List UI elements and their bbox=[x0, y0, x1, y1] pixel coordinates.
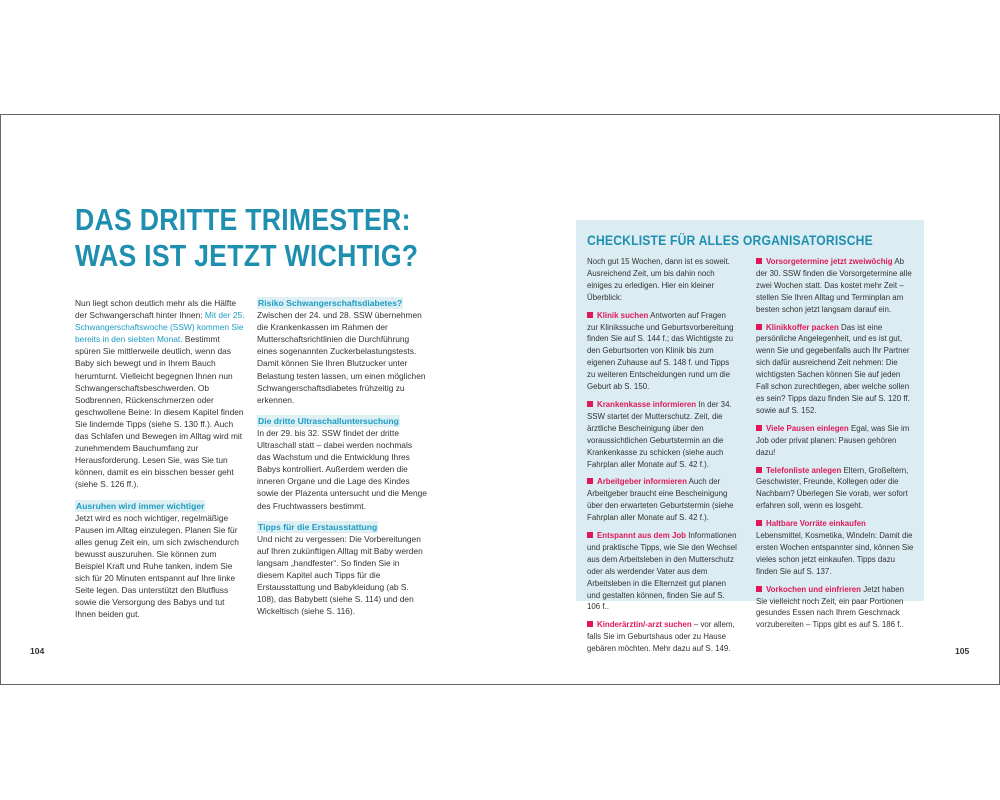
checklist-item bbox=[756, 256, 914, 316]
intro-text: Nun liegt schon deutlich mehr als die Hälfte der Schwangerschaft hinter Ihnen: bbox=[75, 298, 237, 321]
checklist-item bbox=[756, 584, 914, 632]
paragraph-diabetes: Zwischen der 24. und 28. SSW übernehmen die Krankenkassen im Rahmen der Mutterschaftsrichtlinien die Durchführung eines sogenannten Zuckerbelastungstests. Damit können Sie Ihren Blutzucker unter Belastung testen lassen, um einen möglichen Schwangerschaftsdiabetes frühzeitig zu erkennen. bbox=[257, 310, 426, 405]
checklist-item bbox=[587, 399, 739, 470]
checklist-item bbox=[756, 322, 914, 417]
checklist-item-text: Eltern, Großeltern, Geschwister, Freunde, Kollegen oder die Nachbarn? Überlegen Sie vorab, wer sofort erfahren soll, wenn es losgeht. bbox=[756, 465, 909, 511]
paragraph-erstausstattung: Und nicht zu vergessen: Die Vorbereitungen auf Ihren zukünftigen Alltag mit Baby werden langsam „handfester“. So finden Sie in diesem Kapitel auch Tipps für die Erstausstattung und Babykleidung (ab S. 108), das Babybett (siehe S. 114) und den Wickeltisch (siehe S. 116). bbox=[257, 533, 423, 617]
bullet-square-icon bbox=[587, 401, 593, 407]
checklist-item-heading: Krankenkasse informieren bbox=[597, 399, 697, 409]
middle-text-column bbox=[257, 297, 427, 617]
checklist-title: CHECKLISTE FÜR ALLES ORGANISATORISCHE bbox=[587, 233, 873, 248]
bullet-square-icon bbox=[587, 478, 593, 484]
checklist-item-heading: Klinikkoffer packen bbox=[766, 322, 839, 332]
checklist-item bbox=[756, 518, 914, 578]
page-title bbox=[75, 202, 418, 274]
checklist-item bbox=[587, 476, 739, 524]
heading-diabetes: Risiko Schwangerschaftsdiabetes? bbox=[258, 298, 403, 308]
checklist-column-1 bbox=[587, 256, 739, 655]
title-line-2: WAS IST JETZT WICHTIG? bbox=[75, 238, 419, 273]
checklist-item-text: Informationen und praktische Tipps, wie Sie den Wechsel aus dem Arbeitsleben in den Mutterschutz oder als werdender Vater aus dem Arbeitsleben in die Elternzeit gut planen und gestalten können, finden Sie auf S. 106 f.. bbox=[587, 531, 737, 612]
checklist-item bbox=[587, 619, 739, 655]
left-text-column bbox=[75, 297, 245, 620]
checklist-item-heading: Vorkochen und einfrieren bbox=[766, 584, 861, 594]
checklist-item-text: Antworten auf Fragen zur Klinikssuche und Geburtsvorbereitung finden Sie auf S. 144 f.; das Wichtigste zu den Geburtsorten von Klinik bis zum eigenen Zuhause auf S. 148 f. und Tipps zu weiteren Entscheidungen rund um die Geburt ab S. 150. bbox=[587, 310, 734, 392]
intro-text-continued: Bestimmt spüren Sie mittlerweile deutlich, wenn das Baby sich bewegt und in Ihrem Bauch herumturnt. Vielleicht begegnen Ihnen nun Schwangerschaftsbeschwerden. Ob Sodbrennen, Rückenschmerzen oder geschwollene Beine: In diesem Kapitel finden Sie lindernde Tipps (siehe S. 130 ff.). Auch das Schlafen und Bewegen im Alltag wird mit zunehmendem Bauchumfang zur Herausforderung. Lesen Sie, was Sie tun können, damit es ein bisschen besser geht (siehe S. 126 ff.). bbox=[75, 334, 244, 490]
checklist-item-heading: Arbeitgeber informieren bbox=[597, 477, 687, 487]
checklist-item-text: Auch der Arbeitgeber braucht eine Bescheinigung über den erwarteten Geburtstermin (siehe Fahrplan aller Monate auf S. 42 f.). bbox=[587, 477, 734, 523]
checklist-item-text: Egal, was Sie im Job oder privat planen: Pausen gehören dazu! bbox=[756, 423, 910, 457]
checklist-item-text: Das ist eine persönliche Angelegenheit, und es ist gut, wenn Sie und gegebenfalls auch Ihr Partner sich dafür ausreichend Zeit nehmen: Die wichtigsten Sachen können Sie auf jeden Fall schon zurechtlegen, aber welche sollen es sein? Tipps dazu finden Sie auf S. 120 ff. sowie auf S. 152. bbox=[756, 322, 910, 415]
intro-paragraph bbox=[75, 297, 245, 491]
heading-ultraschall: Die dritte Ultraschalluntersuchung bbox=[258, 415, 399, 426]
checklist-item-text: In der 34. SSW startet der Mutterschutz. Zeit, die ärztliche Bescheinigung über den voraussichtlichen Geburtstermin an die Krankenkasse zu schicken (siehe auch Fahrplan aller Monate auf S. 42 f.). bbox=[587, 399, 732, 469]
checklist-item-heading: Vorsorgetermine jetzt zweiwöchig bbox=[766, 257, 893, 266]
checklist-item-text: Lebensmittel, Kosmetika, Windeln: Damit die ersten Wochen entspannter sind, können Sie vieles schon jetzt einkaufen. Tipps dazu finden Sie auf S. 137. bbox=[756, 531, 914, 576]
bullet-square-icon bbox=[756, 467, 762, 473]
paragraph-ausruhen: Jetzt wird es noch wichtiger, regelmäßige Pausen im Alltag einzulegen. Planen Sie für alles genug Zeit ein, um sich zwischendurch bewusst auszuruhen. Sie können zum Beispiel Kraft und Ruhe tanken, indem Sie sich für 20 Minuten entspannt auf Ihre linke Seite legen. Das unterstützt den Blutfluss sowie die Versorgung des Babys und tut Ihnen beiden gut. bbox=[75, 512, 239, 620]
bullet-square-icon bbox=[756, 520, 762, 526]
checklist-item-text: – vor allem, falls Sie im Geburtshaus oder zu Hause gebären möchten. Mehr dazu auf S. 149. bbox=[587, 620, 735, 654]
bullet-square-icon bbox=[756, 258, 762, 264]
checklist-item bbox=[756, 423, 914, 459]
title-line-1: DAS DRITTE TRIMESTER: bbox=[75, 202, 411, 237]
page-number-right: 105 bbox=[955, 646, 970, 656]
paragraph-ultraschall: In der 29. bis 32. SSW findet der dritte Ultraschall statt – dabei werden nochmals das Wachstum und die Entwicklung Ihres Babys kontrolliert. Außerdem werden die inneren Organe und die Lage des Kindes sowie der Plazenta untersucht und die Menge des Fruchtwassers bestimmt. bbox=[257, 427, 427, 511]
checklist-intro: Noch gut 15 Wochen, dann ist es soweit. Ausreichend Zeit, um bis dahin noch einiges zu erledigen. Hier ein kleiner Überblick: bbox=[587, 257, 730, 302]
heading-ausruhen: Ausruhen wird immer wichtiger bbox=[76, 500, 205, 511]
bullet-square-icon bbox=[587, 621, 593, 627]
bullet-square-icon bbox=[756, 586, 762, 592]
checklist-item-heading: Klinik suchen bbox=[597, 310, 649, 320]
bullet-square-icon bbox=[587, 532, 593, 538]
bullet-square-icon bbox=[587, 312, 593, 318]
checklist-item-heading: Telefonliste anlegen bbox=[766, 465, 842, 475]
checklist-item bbox=[587, 310, 739, 393]
intro-highlight: Mit der 25. Schwangerschaftswoche (SSW) kommen Sie bereits in den siebten Monat. bbox=[75, 310, 245, 345]
checklist-item-heading: Haltbare Vorräte einkaufen bbox=[766, 519, 866, 529]
checklist-item-heading: Viele Pausen einlegen bbox=[766, 423, 849, 433]
checklist-item bbox=[756, 465, 914, 513]
bullet-square-icon bbox=[756, 324, 762, 330]
checklist-item-heading: Entspannt aus dem Job bbox=[597, 531, 687, 541]
checklist-item-text: Ab der 30. SSW finden die Vorsorgetermine alle zwei Wochen statt. Das kostet mehr Zeit – stellen Sie Ihren Alltag und Terminplan am besten schon jetzt langsam darauf ein. bbox=[756, 257, 912, 314]
checklist-item bbox=[587, 530, 739, 613]
heading-erstausstattung: Tipps für die Erstausstattung bbox=[258, 521, 378, 532]
checklist-column-2 bbox=[756, 256, 914, 631]
bullet-square-icon bbox=[756, 425, 762, 431]
checklist-item-heading: Kinderärztin/-arzt suchen bbox=[597, 620, 692, 630]
checklist-item-text: Jetzt haben Sie vielleicht noch Zeit, ein paar Portionen gesundes Essen nach Ihrem Geschmack vorzubereiten – Tipps gibt es auf S. 186 f.. bbox=[756, 584, 904, 630]
page-number-left: 104 bbox=[30, 646, 45, 656]
